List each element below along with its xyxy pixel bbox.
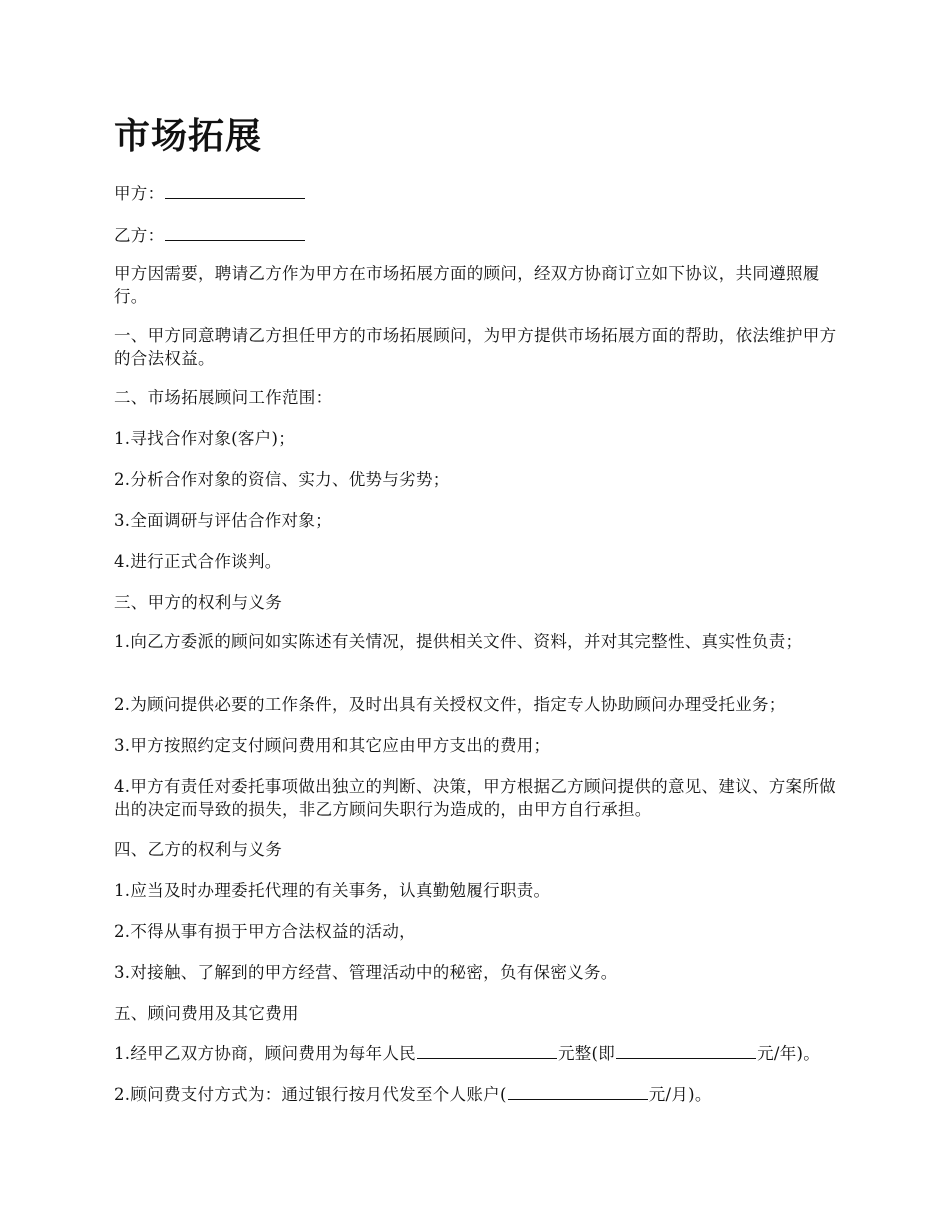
section-3-heading: 三、甲方的权利与义务 [114, 593, 282, 612]
section-5-item-2 [114, 1083, 712, 1106]
payment-suffix: 元/月)。 [648, 1085, 712, 1104]
section-2-item: 2.分析合作对象的资信、实力、优势与劣势； [114, 470, 450, 489]
section-3-item: 3.甲方按照约定支付顾问费用和其它应由甲方支出的费用； [114, 736, 551, 755]
section-4-item: 1.应当及时办理委托代理的有关事务，认真勤勉履行职责。 [114, 881, 551, 900]
document-title: 市场拓展 [114, 115, 263, 157]
fee-middle: 元整(即 [557, 1044, 616, 1063]
section-2-heading: 二、市场拓展顾问工作范围： [114, 388, 333, 407]
annual-fee-blank [417, 1043, 557, 1059]
fee-prefix: 1.经甲乙双方协商，顾问费用为每年人民 [114, 1044, 416, 1063]
section-5-heading: 五、顾问费用及其它费用 [114, 1004, 299, 1023]
section-4-heading: 四、乙方的权利与义务 [114, 840, 282, 859]
annual-fee-number-blank [616, 1043, 756, 1059]
section-5-item-1 [114, 1042, 820, 1065]
party-a-label: 甲方： [114, 184, 165, 203]
section-4-item: 3.对接触、了解到的甲方经营、管理活动中的秘密，负有保密义务。 [114, 963, 618, 982]
section-4-item: 2.不得从事有损于甲方合法权益的活动， [114, 922, 416, 941]
monthly-fee-blank [508, 1084, 648, 1100]
section-1-paragraph: 一、甲方同意聘请乙方担任甲方的市场拓展顾问，为甲方提供市场拓展方面的帮助，依法维护甲方的合法权益。 [114, 326, 837, 368]
section-3-item: 1.向乙方委派的顾问如实陈述有关情况，提供相关文件、资料，并对其完整性、真实性负责； [114, 632, 803, 651]
party-b-line [114, 224, 306, 247]
payment-prefix: 2.顾问费支付方式为：通过银行按月代发至个人账户( [114, 1085, 507, 1104]
section-2-item: 4.进行正式合作谈判。 [114, 552, 282, 571]
fee-suffix: 元/年)。 [757, 1044, 821, 1063]
party-b-blank [165, 225, 305, 241]
section-3-item: 4.甲方有责任对委托事项做出独立的判断、决策，甲方根据乙方顾问提供的意见、建议、方案所做出的决定而导致的损失，非乙方顾问失职行为造成的，由甲方自行承担。 [114, 777, 836, 819]
party-a-blank [165, 183, 305, 199]
intro-paragraph: 甲方因需要，聘请乙方作为甲方在市场拓展方面的顾问，经双方协商订立如下协议，共同遵照履行。 [114, 264, 820, 306]
party-a-line [114, 182, 306, 205]
section-2-item: 3.全面调研与评估合作对象； [114, 511, 332, 530]
party-b-label: 乙方： [114, 226, 165, 245]
section-3-item: 2.为顾问提供必要的工作条件，及时出具有关授权文件，指定专人协助顾问办理受托业务； [114, 695, 786, 714]
section-2-item: 1.寻找合作对象(客户)； [114, 429, 296, 448]
